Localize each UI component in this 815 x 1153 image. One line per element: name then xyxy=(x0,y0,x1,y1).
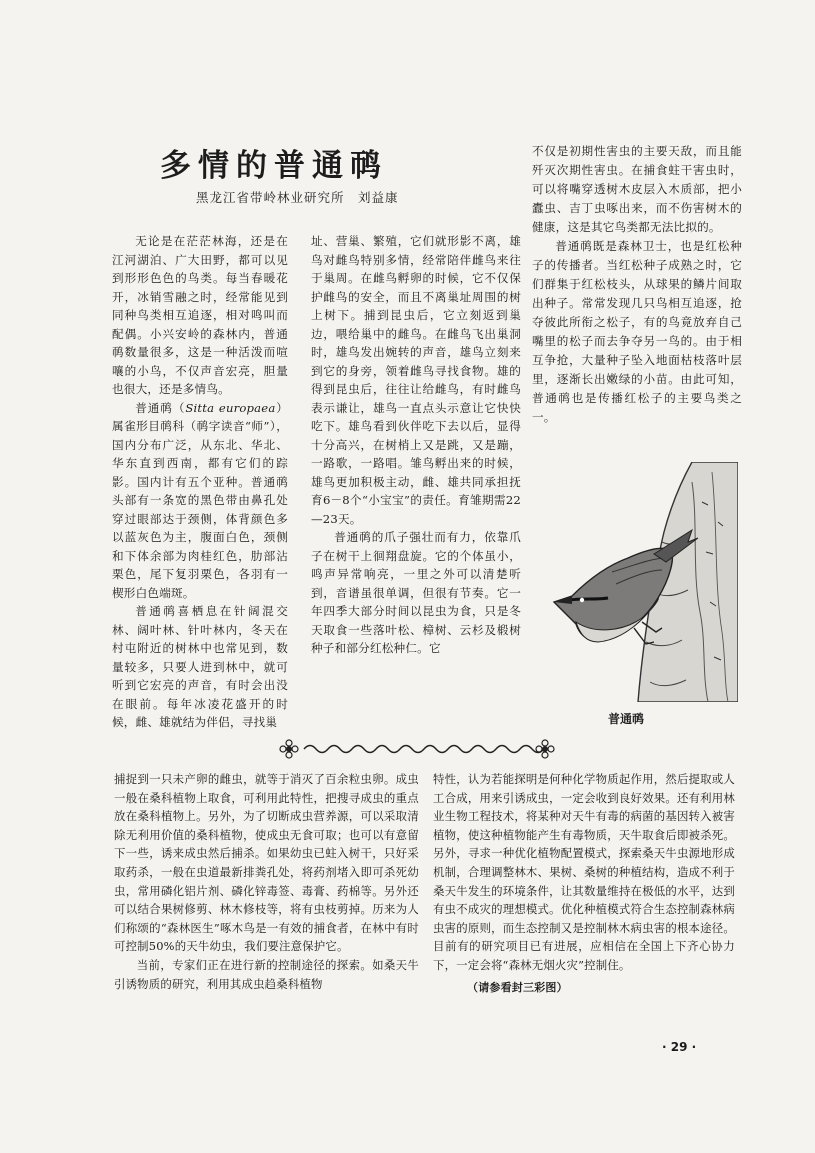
section-divider xyxy=(278,738,568,760)
paragraph: 当前，专家们正在进行新的控制途径的探索。如桑天牛引诱物质的研究，利用其成虫趋桑科植物 xyxy=(114,957,419,991)
paragraph: 普通䴓喜栖息在针阔混交林、阔叶林、针叶林内，冬天在村屯附近的树林中也常见到，数量较多，只要人进到林中，就可听到它宏亮的声音，有时会出没在眼前。每年冰凌花盛开的时候，雌、雄就结为伴侣，寻找巢 xyxy=(112,604,288,729)
paragraph: 普通䴓既是森林卫士，也是红松种子的传播者。当红松种子成熟之时，它们群集于红松枝头，从球果的鳞片间取出种子。常常发现几只鸟相互追逐，抢夺彼此所衔之松子，有的鸟竟放弃自己嘴里的松子而去争夺另一鸟的。由于相互争抢，大量种子坠入地面枯枝落叶层里，逐渐长出嫩绿的小苗。由此可知，普通䴓也是传播红松子的主要鸟类之一。 xyxy=(532,239,742,424)
column-3 xyxy=(532,142,742,427)
paragraph xyxy=(112,399,288,603)
figure-caption: 普通䴓 xyxy=(608,712,645,726)
article-title: 多情的普通䴓 xyxy=(160,148,388,184)
paragraph: 特性，认为若能探明是何种化学物质起作用，然后提取或人工合成，用来引诱成虫，一定会收到良好效果。还有利用林业生物工程技术，将某种对天牛有毒的病菌的基因转入被害植物，使这种植物能产生有毒物质，天牛取食后即被杀死。另外，寻求一种优化植物配置模式，探索桑天牛虫源地形成机制，合理调整林木、果树、桑树的种植结构，造成不利于桑天牛发生的环境条件，让其数量维持在极低的水平，达到有虫不成灾的理想模式。优化种植模式符合生态控制森林病虫害的原则，而生态控制又是控制林木病虫害的根本途径。目前有的研究项目已有进展，应相信在全国上下齐心协力下，一定会将“森林无烟火灾”控制住。 xyxy=(433,772,735,972)
continued-column-left xyxy=(114,770,419,993)
paragraph: 普通䴓的爪子强壮而有力，依靠爪子在树干上徊翔盘旋。它的个体虽小，鸣声异常响亮，一里之外可以清楚听到，音谱虽很单调，但很有节奏。它一年四季大部分时间以昆虫为食，只是冬天取食一些落叶松、樟树、云杉及椴树种子和部分红松种仁。它 xyxy=(311,530,521,655)
paragraph: 址、营巢、繁殖，它们就形影不离，雄鸟对雌鸟特别多情，经常陪伴雌鸟来往于巢周。在雌鸟孵卵的时候，它不仅保护雌鸟的安全，而且不离巢址周围的树上树下。捕到昆虫后，它立刻返到巢边，喂给巢中的雌鸟。在雌鸟飞出巢洞时，雄鸟发出婉转的声音，雄鸟立刻来到它的身旁，领着雌鸟寻找食物。雄的得到昆虫后，往往让给雌鸟，有时雌鸟表示谦让，雄鸟一直点头示意让它快快吃下。雄鸟看到伙伴吃下去以后，显得十分高兴，在树梢上又是跳，又是蹦，一路歌，一路唱。雏鸟孵出来的时候，雄鸟更加积极主动，雌、雄共同承担抚育6－8个“小宝宝”的责任。育雏期需22—23天。 xyxy=(311,234,521,526)
column-1 xyxy=(112,232,288,732)
continued-column-right xyxy=(433,770,735,997)
flower-ornament xyxy=(280,740,298,758)
paragraph: 无论是在茫茫林海，还是在江河湖泊、广大田野，都可以见到形形色色的鸟类。每当春暖花开，冰销雪融之时，经常能见到同种鸟类相互追逐，相对鸣叫而配偶。小兴安岭的森林内，普通䴓数量很多，这是一种活泼而喧嚷的小鸟，不仅声音宏亮，胆量也很大，还是多情鸟。 xyxy=(112,234,288,396)
nuthatch-illustration xyxy=(542,462,738,702)
paragraph: 捕捉到一只未产卵的雌虫，就等于消灭了百余粒虫卵。成虫一般在桑科植物上取食，可利用此特性，把搜寻成虫的重点放在桑科植物上。另外，为了切断成虫营养源，可以采取清除无利用价值的桑科植物，使成虫无食可取；也可以有意留下一些，诱来成虫然后捕杀。如果幼虫已蛀入树干，只好采取药杀，一般在虫道最新排粪孔处，将药剂堵入即可杀死幼虫，常用磷化铝片剂、磷化锌毒签、毒膏、药棉等。另外还可以结合果树修剪、林木修枝等，将有虫枝剪掉。历来为人们称颂的“森林医生”啄木鸟是一有效的捕食者，在林中有时可控制50%的天牛幼虫，我们要注意保护它。 xyxy=(114,772,419,954)
column-2 xyxy=(311,232,521,658)
see-also-note: （请参看封三彩图） xyxy=(467,980,568,994)
page-number: · 29 · xyxy=(662,1040,697,1054)
latin-name: Sitta europaea xyxy=(185,400,276,415)
text-run: ）属雀形目䴓科（䴓字读音“师”），国内分布广泛，从东北、华北、华东直到西南，都有它们的踪影。国内计有五个亚种。普通䴓头部有一条宽的黑色带由鼻孔处穿过眼部达于颈侧，体背颜色多以蓝灰色为主，腹面白色，颈侧和下体余部为肉桂红色，肋部沾栗色，尾下复羽栗色，各羽有一楔形白色端斑。 xyxy=(112,400,288,600)
paragraph: 不仅是初期性害虫的主要天敌，而且能歼灭次期性害虫。在捕食蛀干害虫时，可以将嘴穿透树木皮层入木质部，把小蠹虫、吉丁虫啄出来，而不伤害树木的健康，这是其它鸟类都无法比拟的。 xyxy=(532,144,742,234)
text-run: 普通䴓（ xyxy=(135,400,186,415)
flower-ornament xyxy=(536,740,554,758)
byline: 黑龙江省带岭林业研究所 刘益康 xyxy=(196,190,399,205)
